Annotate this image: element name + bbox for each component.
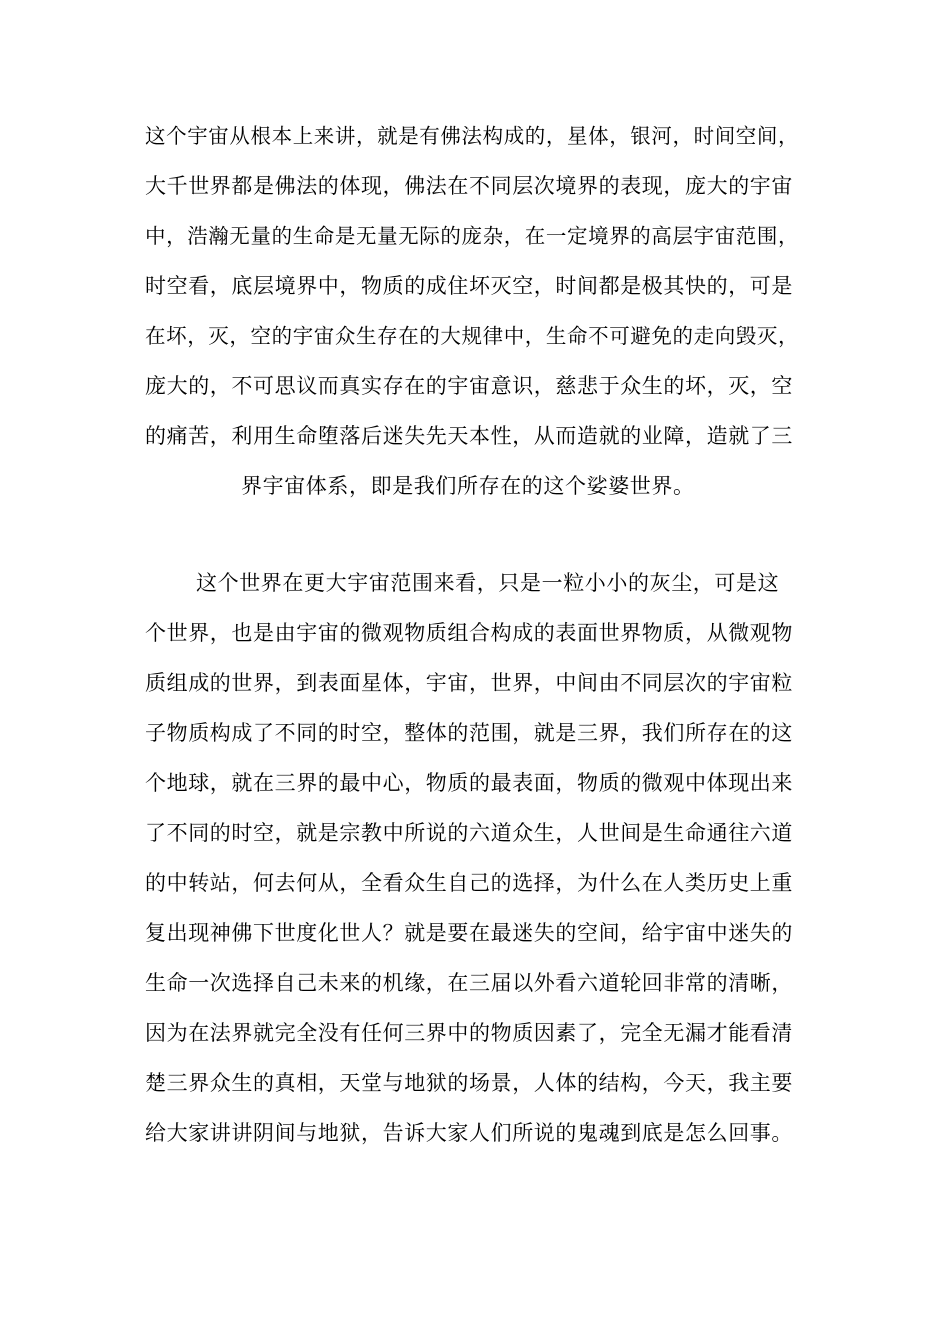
paragraph-2-line-8: 复出现神佛下世度化世人？就是要在最迷失的空间，给宇宙中迷失的 <box>145 921 793 945</box>
paragraph-2-line-10: 因为在法界就完全没有任何三界中的物质因素了，完全无漏才能看清 <box>145 1021 793 1045</box>
paragraph-1-line-4: 时空看，底层境界中，物质的成住坏灭空，时间都是极其快的，可是 <box>145 274 793 298</box>
paragraph-1-line-5: 在坏，灭，空的宇宙众生存在的大规律中，生命不可避免的走向毁灭， <box>145 324 800 348</box>
paragraph-2-line-12: 给大家讲讲阴间与地狱，告诉大家人们所说的鬼魂到底是怎么回事。 <box>145 1121 793 1145</box>
paragraph-1-line-7: 的痛苦，利用生命堕落后迷失先天本性，从而造就的业障，造就了三 <box>145 424 793 448</box>
paragraph-2-line-6: 了不同的时空，就是宗教中所说的六道众生，人世间是生命通往六道 <box>145 821 793 845</box>
paragraph-2-line-9: 生命一次选择自己未来的机缘，在三届以外看六道轮回非常的清晰， <box>145 971 793 995</box>
paragraph-2-line-4: 子物质构成了不同的时空，整体的范围，就是三界，我们所存在的这 <box>145 721 793 745</box>
paragraph-1-line-1: 这个宇宙从根本上来讲，就是有佛法构成的，星体，银河，时间空间， <box>145 124 800 148</box>
paragraph-1-line-8: 界宇宙体系，即是我们所存在的这个娑婆世界。 <box>241 474 695 498</box>
paragraph-1-line-2: 大千世界都是佛法的体现，佛法在不同层次境界的表现，庞大的宇宙 <box>145 174 793 198</box>
paragraph-1-line-6: 庞大的，不可思议而真实存在的宇宙意识，慈悲于众生的坏，灭，空 <box>145 374 793 398</box>
paragraph-2-line-7: 的中转站，何去何从，全看众生自己的选择，为什么在人类历史上重 <box>145 871 793 895</box>
paragraph-2-line-11: 楚三界众生的真相，天堂与地狱的场景，人体的结构，今天，我主要 <box>145 1071 793 1095</box>
paragraph-2-line-2: 个世界，也是由宇宙的微观物质组合构成的表面世界物质，从微观物 <box>145 621 793 645</box>
paragraph-1-line-3: 中，浩瀚无量的生命是无量无际的庞杂，在一定境界的高层宇宙范围， <box>145 224 800 248</box>
paragraph-2-line-1: 这个世界在更大宇宙范围来看，只是一粒小小的灰尘，可是这 <box>196 571 780 595</box>
paragraph-2-line-5: 个地球，就在三界的最中心，物质的最表面，物质的微观中体现出来 <box>145 771 793 795</box>
paragraph-2-line-3: 质组成的世界，到表面星体，宇宙，世界，中间由不同层次的宇宙粒 <box>145 671 793 695</box>
